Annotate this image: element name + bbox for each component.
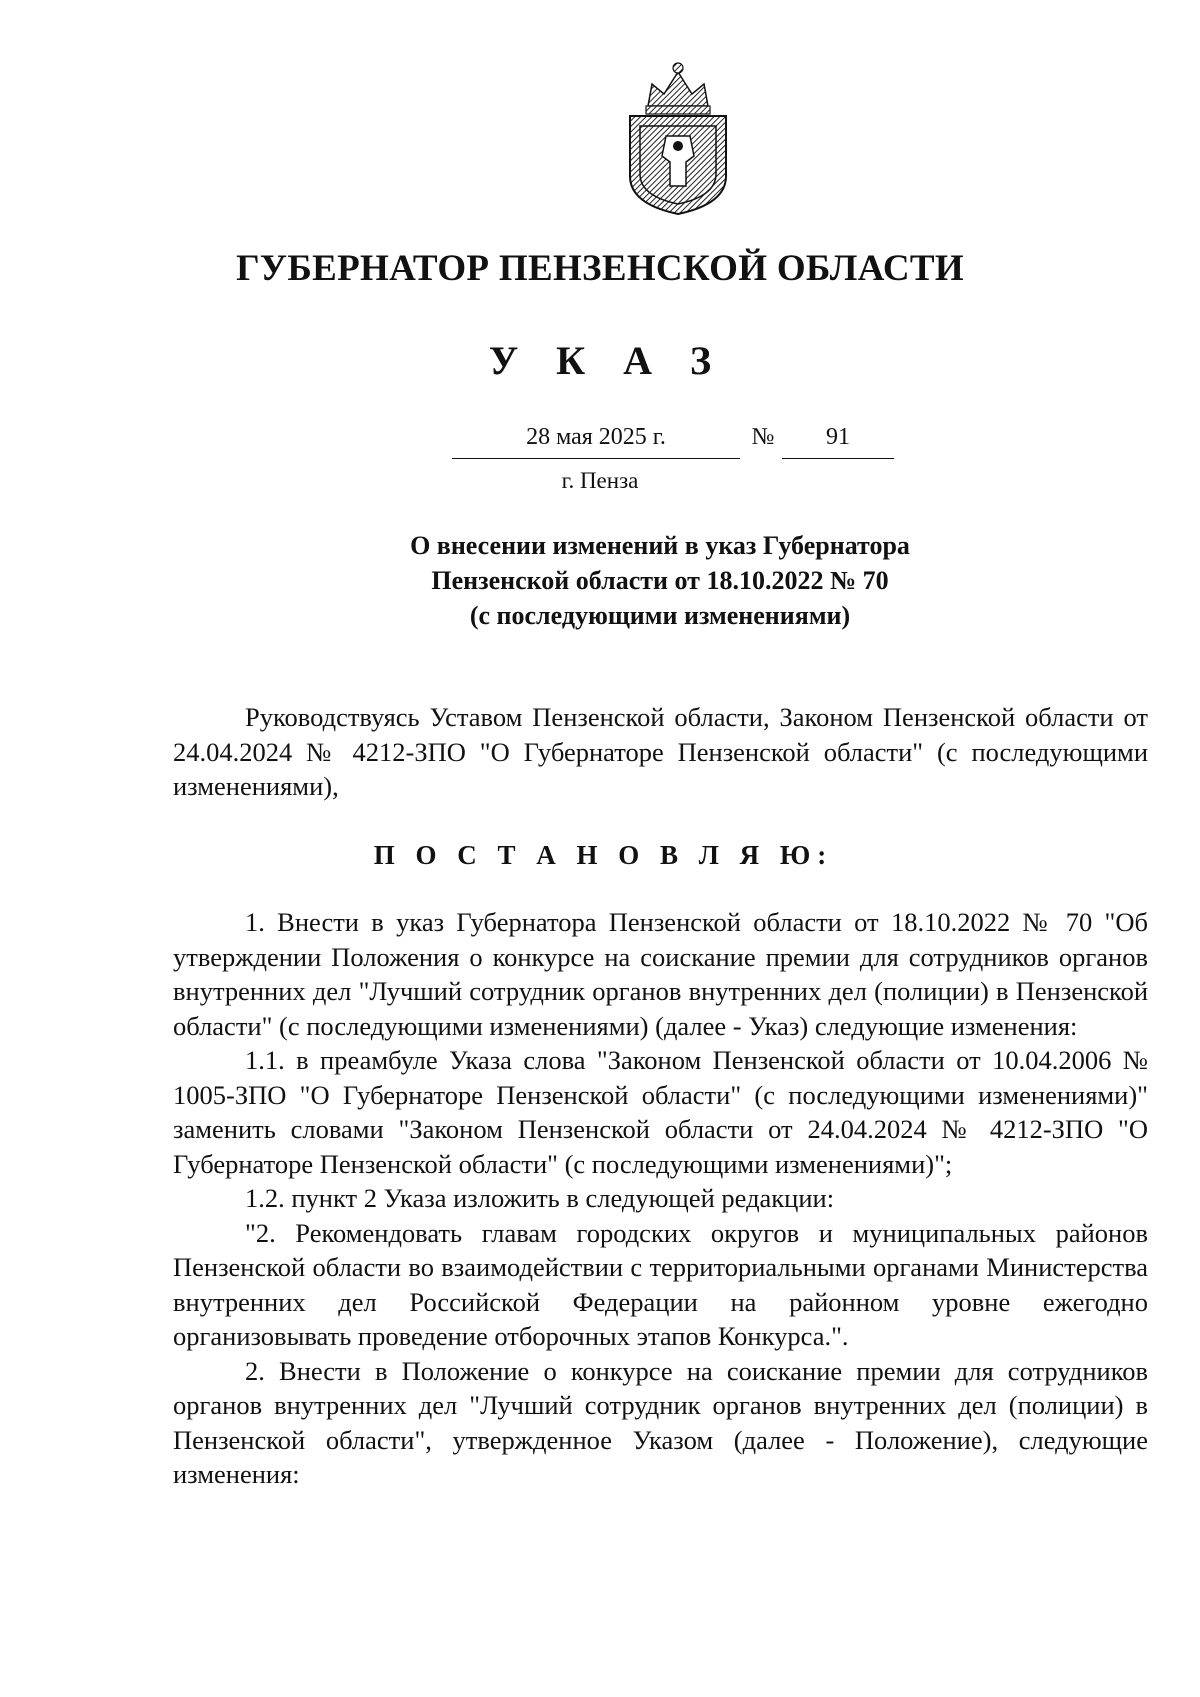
subject-line: О внесении изменений в указ Губернатора xyxy=(410,531,910,560)
preamble-block xyxy=(173,700,1148,804)
document-date: 28 мая 2025 г. xyxy=(452,424,740,459)
document-number: 91 xyxy=(782,424,894,459)
paragraph-quoted-item-2: "2. Рекомендовать главам городских округов и муниципальных районов Пензенской области во взаимодействии с территориальными органами Министерства внутренних дел Российской Федерации на районном уровне ежегодно организовывать проведение отборочных этапов Конкурса.". xyxy=(173,1217,1148,1351)
subject-line: Пензенской области от 18.10.2022 № 70 xyxy=(431,566,889,595)
paragraph-1: 1. Внести в указ Губернатора Пензенской области от 18.10.2022 № 70 "Об утверждении Положения о конкурсе на соискание премии для сотрудников органов внутренних дел "Лучший сотрудник органов внутренних дел (полиции) в Пензенской области" (с последующими изменениями) (далее - Указ) следующие изменения: xyxy=(173,907,1148,1041)
preamble-paragraph: Руководствуясь Уставом Пензенской области, Законом Пензенской области от 24.04.2024 № 4212-ЗПО "О Губернаторе Пензенской области" (с последующими изменениями), xyxy=(173,702,1148,801)
number-sign: № xyxy=(751,424,775,450)
document-type: У К А З xyxy=(488,338,726,383)
document-place: г. Пенза xyxy=(561,468,639,493)
document-subject xyxy=(360,528,960,633)
issuing-authority: ГУБЕРНАТОР ПЕНЗЕНСКОЙ ОБЛАСТИ xyxy=(236,248,964,289)
decree-items xyxy=(173,905,1148,1492)
coat-of-arms-icon xyxy=(608,58,748,218)
paragraph-1-2: 1.2. пункт 2 Указа изложить в следующей редакции: xyxy=(245,1183,835,1213)
decree-word: П О С Т А Н О В Л Я Ю: xyxy=(373,840,834,870)
subject-line: (с последующими изменениями) xyxy=(469,601,851,630)
paragraph-1-1: 1.1. в преамбуле Указа слова "Законом Пензенской области от 10.04.2006 № 1005-ЗПО "О Губернаторе Пензенской области" (с последующими изменениями)" заменить словами "Законом Пензенской области от 24.04.2024 № 4212-ЗПО "О Губернаторе Пензенской области" (с последующими изменениями)"; xyxy=(173,1045,1148,1179)
paragraph-2: 2. Внести в Положение о конкурсе на соискание премии для сотрудников органов внутренних дел "Лучший сотрудник органов внутренних дел (полиции) в Пензенской области", утвержденное Указом (далее - Положение), следующие изменения: xyxy=(173,1355,1148,1489)
